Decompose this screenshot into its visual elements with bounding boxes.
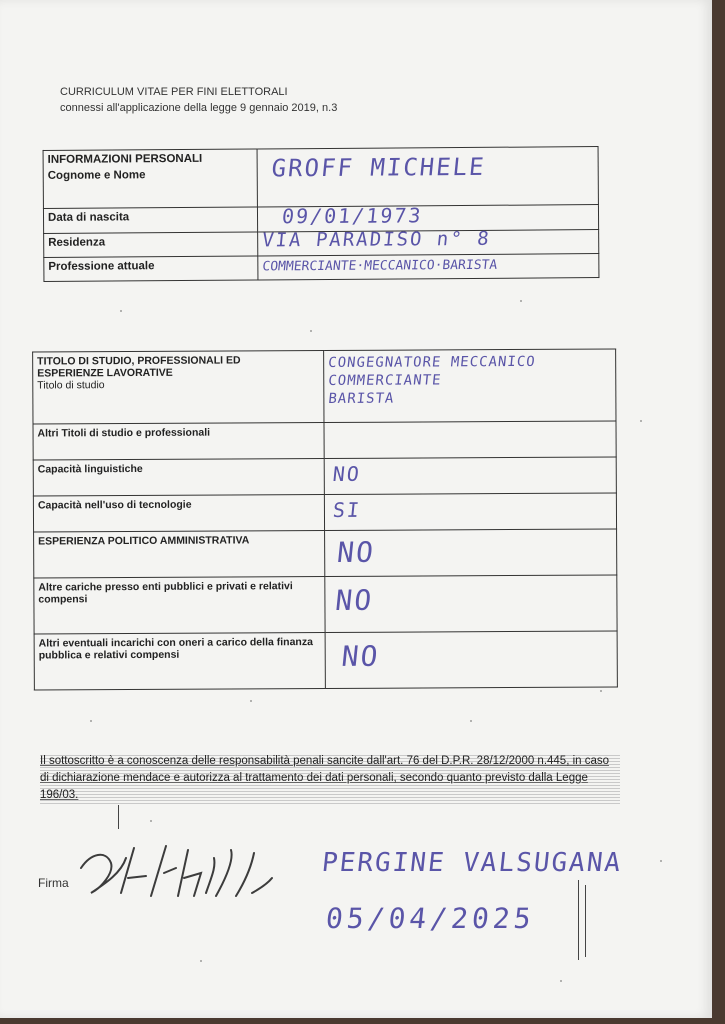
experience-section-label-1: TITOLO DI STUDIO, PROFESSIONALI ED <box>37 354 241 368</box>
birth-value: 09/01/1973 <box>280 203 424 229</box>
header-subtitle: connessi all'applicazione della legge 9 gennaio 2019, n.3 <box>60 102 338 114</box>
residence-value: VIA PARADISO n° 8 <box>261 227 492 252</box>
languages-label: Capacità linguistiche <box>33 459 324 497</box>
experience-table <box>32 348 618 690</box>
margin-line <box>578 880 579 960</box>
political-value-cell <box>325 529 617 577</box>
residence-label: Residenza <box>44 232 258 257</box>
document-header <box>60 84 337 116</box>
name-label: Cognome e Nome <box>47 169 146 182</box>
birth-label: Data di nascita <box>43 207 257 233</box>
signature-label: Firma <box>38 876 69 890</box>
signature-date: 05/04/2025 <box>324 902 537 935</box>
languages-value: NO <box>331 461 363 486</box>
charges-value-cell <box>325 631 617 689</box>
experience-section-label-2: ESPERIENZE LAVORATIVE <box>37 366 173 380</box>
study-value-3: BARISTA <box>327 390 396 407</box>
offices-value: NO <box>333 583 375 617</box>
handwritten-signature <box>76 838 276 908</box>
header-title: CURRICULUM VITAE PER FINI ELETTORALI <box>60 86 288 98</box>
study-label-cell <box>33 351 324 425</box>
signature-place: PERGINE VALSUGANA <box>320 848 624 878</box>
profession-label: Professione attuale <box>44 256 258 281</box>
study-value-2: COMMERCIANTE <box>327 372 443 389</box>
personal-info-table <box>43 146 600 282</box>
languages-value-cell <box>324 457 616 495</box>
political-value: NO <box>335 535 377 569</box>
personal-info-label-cell <box>43 149 257 208</box>
charges-value: NO <box>340 639 382 673</box>
name-value-cell <box>257 147 598 207</box>
study-value-1: CONGEGNATORE MECCANICO <box>327 353 537 371</box>
offices-value-cell <box>325 575 617 633</box>
profession-value-cell <box>258 254 599 280</box>
tech-label: Capacità nell'uso di tecnologie <box>33 495 324 533</box>
margin-line-2 <box>585 885 586 957</box>
divider-line <box>118 805 119 829</box>
residence-value-cell <box>258 227 599 256</box>
tech-value: SI <box>331 497 363 522</box>
other-titles-label: Altri Titoli di studio e professionali <box>33 423 324 461</box>
name-value: GROFF MICHELE <box>270 152 487 183</box>
tech-value-cell <box>324 493 616 531</box>
declaration-text: Il sottoscritto è a conoscenza delle responsabilità penali sancite dall'art. 76 del D.P.R. 28/12/2000 n.445, in caso di dichiarazione mendace e autorizza al trattamento dei dati personali, secondo quanto previsto dalla Legge 196/03. <box>40 753 620 804</box>
political-label: ESPERIENZA POLITICO AMMINISTRATIVA <box>34 531 325 579</box>
study-value-cell <box>324 349 616 423</box>
other-titles-value <box>324 421 616 459</box>
personal-section-label: INFORMAZIONI PERSONALI <box>47 152 203 166</box>
charges-label: Altri eventuali incarichi con oneri a carico della finanza pubblica e relativi compensi <box>34 633 325 691</box>
profession-value: COMMERCIANTE·MECCANICO·BARISTA <box>261 257 498 275</box>
offices-label: Altre cariche presso enti pubblici e privati e relativi compensi <box>34 577 325 635</box>
study-label: Titolo di studio <box>37 379 105 392</box>
